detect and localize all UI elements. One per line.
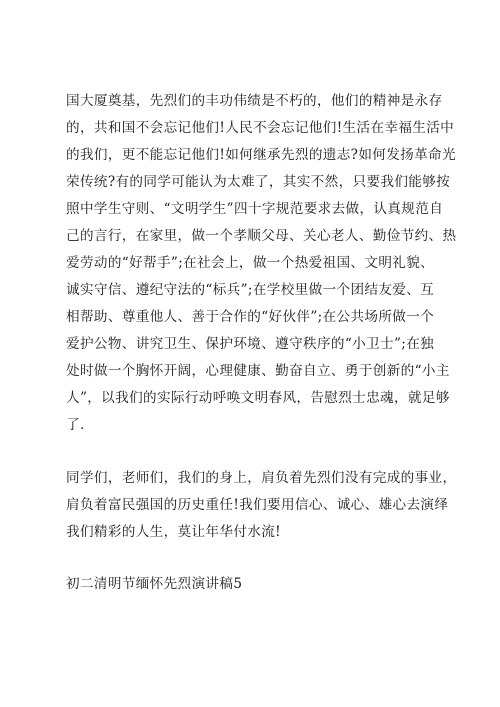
- paragraph-1-line-8: 诚实守信、遵纪守法的“标兵”;在学校里做一个团结友爱、互: [66, 282, 435, 298]
- section-heading: 初二清明节缅怀先烈演讲稿5: [66, 576, 243, 592]
- paragraph-1-line-6: 己的言行，在家里，做一个孝顺父母、关心老人、勤俭节约、热: [66, 228, 457, 244]
- paragraph-1-line-5: 照中学生守则、“文明学生”四十字规范要求去做，认真规范自: [66, 201, 444, 217]
- paragraph-1-line-10: 爱护公物、讲究卫生、保护环境、遵守秩序的“小卫士”;在独: [66, 336, 435, 352]
- paragraph-2-line-1: 同学们，老师们，我们的身上，肩负着先烈们没有完成的事业，: [66, 470, 457, 486]
- paragraph-1-line-9: 相帮助、尊重他人、善于合作的“好伙伴”;在公共场所做一个: [66, 309, 435, 325]
- paragraph-1-line-3: 的我们，更不能忘记他们!如何继承先烈的遗志?如何发扬革命光: [66, 147, 456, 163]
- paragraph-1-line-4: 荣传统?有的同学可能认为太难了，其实不然，只要我们能够按: [66, 174, 451, 190]
- paragraph-2-line-3: 我们精彩的人生，莫让年华付水流!: [66, 524, 281, 540]
- paragraph-1-line-12: 人”，以我们的实际行动呼唤文明春风，告慰烈士忠魂，就足够: [66, 390, 450, 406]
- paragraph-1-line-11: 处时做一个胸怀开阔，心理健康、勤奋自立、勇于创新的“小主: [66, 363, 450, 379]
- paragraph-1-line-1: 国大厦奠基，先烈们的丰功伟绩是不朽的，他们的精神是永存: [66, 93, 443, 109]
- paragraph-2-line-2: 肩负着富民强国的历史重任!我们要用信心、诚心、雄心去演绎: [66, 497, 449, 513]
- paragraph-1-line-7: 爱劳动的“好帮手”;在社会上，做一个热爱祖国、文明礼貌、: [66, 255, 435, 271]
- paragraph-1-line-13: 了.: [66, 417, 85, 433]
- paragraph-1-line-2: 的，共和国不会忘记他们!人民不会忘记他们!生活在幸福生活中: [66, 120, 455, 136]
